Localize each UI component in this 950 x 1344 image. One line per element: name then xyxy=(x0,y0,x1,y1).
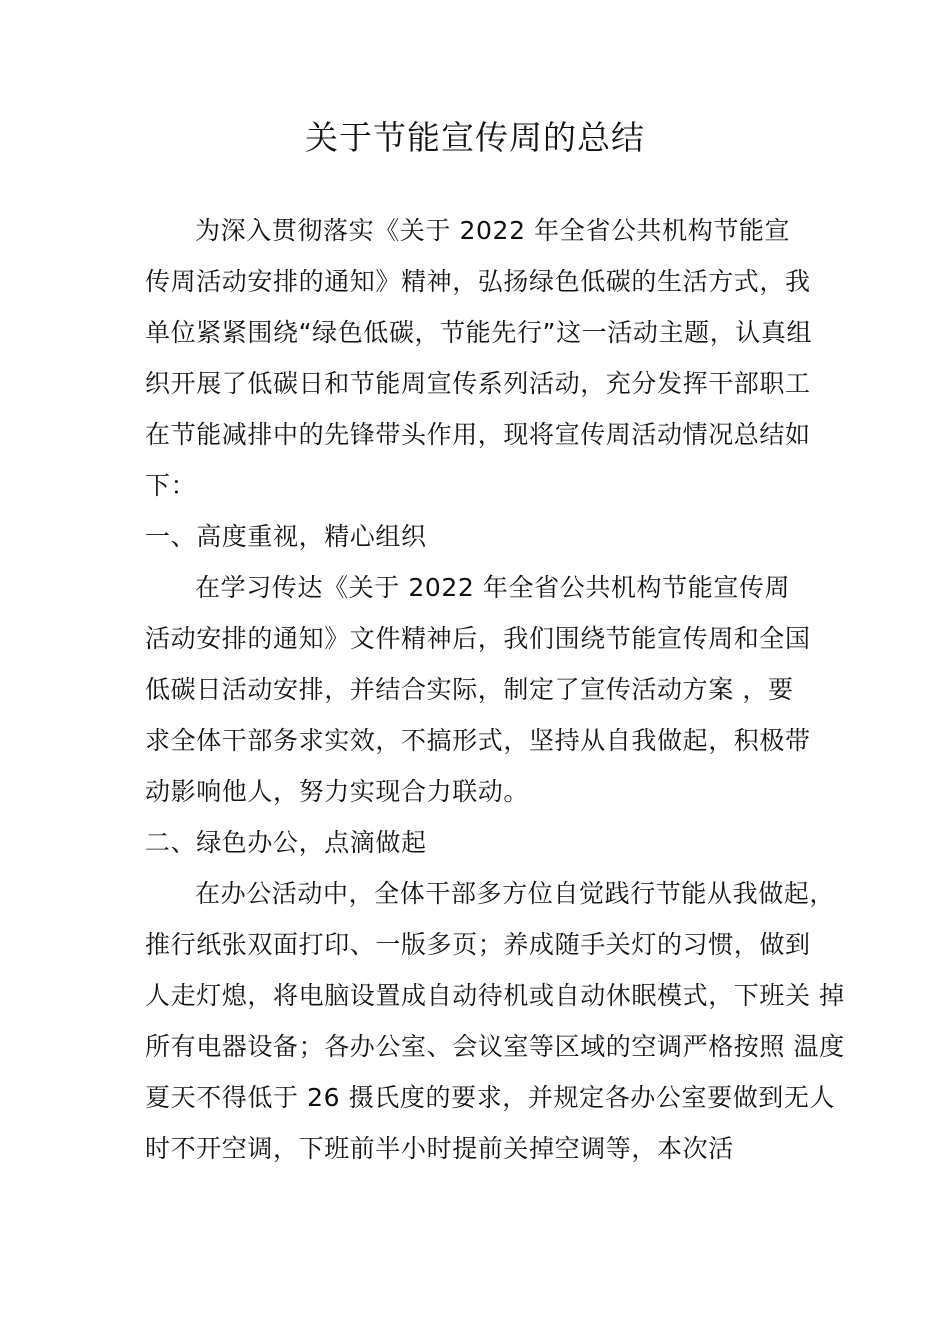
paragraph-3-line-2: 推行纸张双面打印、一版多页；养成随手关灯的习惯，做到 xyxy=(145,930,811,959)
paragraph-1-line-5: 在节能减排中的先锋带头作用，现将宣传周活动情况总结如 xyxy=(145,420,811,449)
paragraph-2-line-2: 活动安排的通知》文件精神后，我们围绕节能宣传周和全国 xyxy=(145,624,811,653)
paragraph-3-line-3: 人走灯熄，将电脑设置成自动待机或自动休眠模式，下班关 掉 xyxy=(145,981,845,1010)
paragraph-3-line-6: 时不开空调，下班前半小时提前关掉空调等，本次活 xyxy=(145,1134,734,1163)
paragraph-1-line-3: 单位紧紧围绕“绿色低碳，节能先行”这一活动主题，认真组 xyxy=(145,318,813,347)
section-heading-2: 二、绿色办公，点滴做起 xyxy=(145,828,427,857)
paragraph-1-line-1: 为深入贯彻落实《关于 2022 年全省公共机构节能宣 xyxy=(195,216,791,245)
paragraph-1-line-2: 传周活动安排的通知》精神，弘扬绿色低碳的生活方式，我 xyxy=(145,267,811,296)
paragraph-3-line-1: 在办公活动中，全体干部多方位自觉践行节能从我做起， xyxy=(195,879,836,908)
paragraph-1-line-6: 下： xyxy=(145,471,197,500)
paragraph-2-line-4: 求全体干部务求实效，不搞形式，坚持从自我做起，积极带 xyxy=(145,726,811,755)
paragraph-3-line-5: 夏天不得低于 26 摄氏度的要求，并规定各办公室要做到无人 xyxy=(145,1083,836,1112)
paragraph-1-line-4: 织开展了低碳日和节能周宣传系列活动，充分发挥干部职工 xyxy=(145,369,811,398)
paragraph-2-line-5: 动影响他人，努力实现合力联动。 xyxy=(145,777,530,806)
paragraph-2-line-1: 在学习传达《关于 2022 年全省公共机构节能宣传周 xyxy=(195,573,791,602)
section-heading-1: 一、高度重视，精心组织 xyxy=(145,522,427,551)
paragraph-2-line-3: 低碳日活动安排，并结合实际，制定了宣传活动方案 ，要 xyxy=(145,675,794,704)
paragraph-3-line-4: 所有电器设备；各办公室、会议室等区域的空调严格按照 温度 xyxy=(145,1032,845,1061)
document-title: 关于节能宣传周的总结 xyxy=(305,118,645,157)
